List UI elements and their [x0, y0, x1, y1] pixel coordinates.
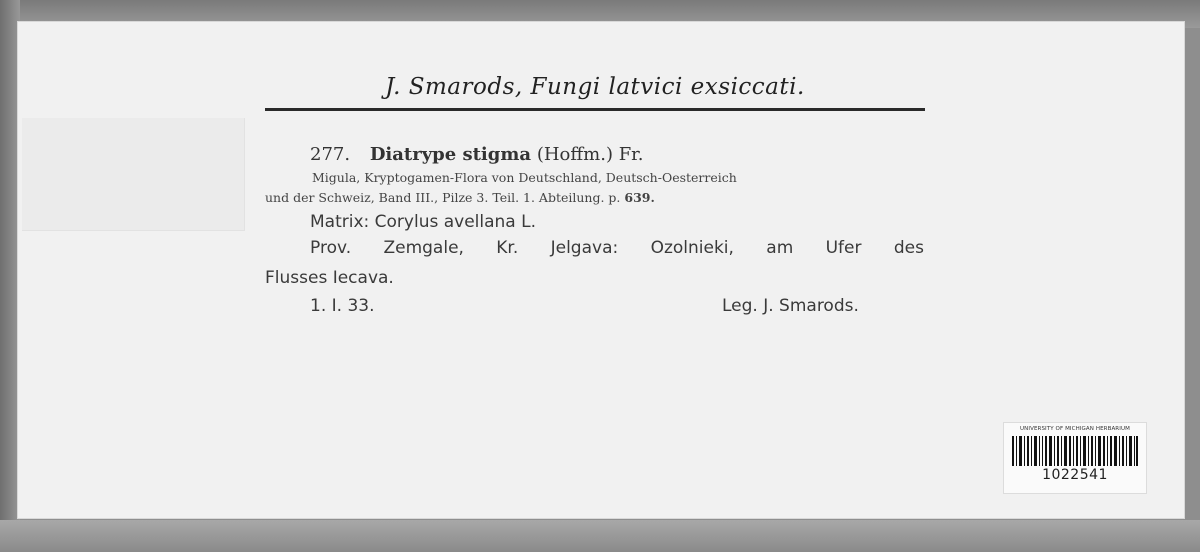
locality-word: Jelgava:	[550, 238, 619, 258]
title-rule	[265, 108, 925, 111]
literature-line-1: Migula, Kryptogamen-Flora von Deutschland, Deutsch-Oesterreich	[312, 170, 737, 185]
paper-patch	[22, 118, 245, 231]
literature-text: und der Schweiz, Band III., Pilze 3. Teil. 1. Abteilung. p.	[265, 190, 621, 205]
barcode-number: 1022541	[1042, 467, 1108, 483]
locality-word: Ozolnieki,	[650, 238, 734, 258]
collector-name: Leg. J. Smarods.	[722, 296, 859, 316]
literature-line-2	[265, 190, 655, 205]
locality-word: Zemgale,	[383, 238, 464, 258]
taxon-line	[310, 144, 644, 165]
literature-page: 639.	[624, 190, 655, 205]
locality-word: am	[766, 238, 794, 258]
locality-word: Ufer	[825, 238, 862, 258]
background-left	[0, 0, 20, 552]
locality-line-1	[310, 238, 924, 258]
series-title: J. Smarods, Fungi latvici exsiccati.	[385, 74, 805, 100]
background-bottom	[0, 520, 1200, 552]
species-authority: (Hoffm.) Fr.	[536, 144, 644, 165]
matrix-line: Matrix: Corylus avellana L.	[310, 212, 537, 232]
species-name: Diatrype stigma	[369, 144, 532, 165]
locality-word: Prov.	[310, 238, 352, 258]
collection-date: 1. I. 33.	[310, 296, 375, 316]
locality-word: des	[893, 238, 924, 258]
barcode-bars-icon	[1012, 436, 1138, 466]
barcode-label	[1003, 422, 1147, 494]
locality-line-2: Flusses Iecava.	[265, 268, 394, 288]
locality-word: Kr.	[496, 238, 519, 258]
entry-number: 277.	[310, 144, 351, 165]
barcode-institution: UNIVERSITY OF MICHIGAN HERBARIUM	[1020, 426, 1130, 432]
